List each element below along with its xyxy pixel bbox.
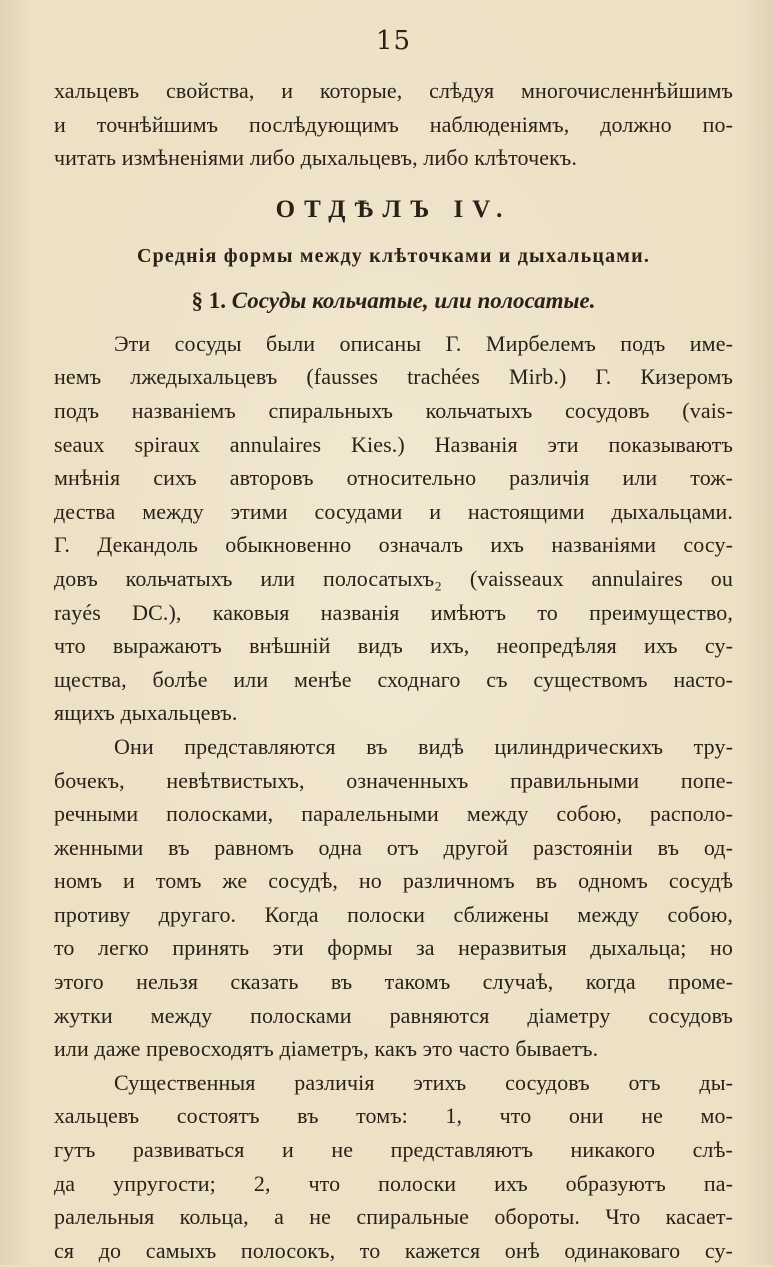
text-line: этого нельзя сказать въ такомъ случаѣ, когда проме-: [54, 969, 733, 995]
text-line: ся до самыхъ полосокъ, то кажется онѣ одинаковаго су-: [54, 1237, 733, 1263]
text-line: женными въ равномъ одна отъ другой разстояніи въ од-: [54, 834, 733, 860]
paragraph-title: Сосуды кольчатые, или полосатые.: [231, 287, 596, 313]
text-line: номъ и томъ же сосудѣ, но различномъ въ одномъ сосудѣ: [54, 868, 733, 894]
text-line: Они представляются въ видѣ цилиндрическихъ тру-: [114, 733, 733, 759]
text-line: хальцевъ свойства, и которые, слѣдуя многочисленнѣйшимъ: [54, 78, 733, 103]
text-line: довъ кольчатыхъ или полосатыхъ₂ (vaisseaux annulaires ou: [54, 565, 733, 591]
continuation-text: [54, 74, 733, 175]
text-line: немъ лжедыхальцевъ (fausses trachées Mirb.) Г. Кизеромъ: [54, 364, 733, 390]
text-line: бочекъ, невѣтвистыхъ, означенныхъ правильными попе-: [54, 767, 733, 793]
text-line: то легко принять эти формы за неразвитыя дыхальца; но: [54, 935, 733, 961]
paragraph-2: [54, 730, 733, 1066]
text-line: Г. Декандоль обыкновенно означалъ ихъ названіями сосу-: [54, 532, 733, 558]
text-line: мнѣнія сихъ авторовъ относительно различія или тож-: [54, 465, 733, 491]
text-line: щества, болѣе или менѣе сходнаго съ существомъ насто-: [54, 666, 733, 692]
text-line: дества между этими сосудами и настоящими дыхальцами.: [54, 498, 733, 524]
text-line: подъ названіемъ спиральныхъ кольчатыхъ сосудовъ (vais-: [54, 397, 733, 423]
text-line: хальцевъ состоятъ въ томъ: 1, что они не мо-: [54, 1103, 733, 1129]
text-line: ящихъ дыхальцевъ.: [54, 700, 238, 726]
text-line: гутъ развиваться и не представляютъ никакого слѣ-: [54, 1137, 733, 1163]
text-line: читать измѣненіями либо дыхальцевъ, либо клѣточекъ.: [54, 145, 577, 171]
text-line: и точнѣйшимъ послѣдующимъ наблюденіямъ, должно по-: [54, 111, 733, 137]
text-line: речными полосками, паралельными между собою, располо-: [54, 801, 733, 827]
paragraph-number: § 1.: [191, 287, 227, 313]
text-line: seaux spiraux annulaires Kies.) Названія эти показываютъ: [54, 431, 733, 457]
text-line: или даже превосходятъ діаметръ, какъ это часто бываетъ.: [54, 1036, 599, 1062]
section-subtitle: Среднія формы между клѣточками и дыхальцами.: [136, 244, 651, 267]
paragraph-1: [54, 327, 733, 730]
text-line: что выражаютъ внѣшній видъ ихъ, неопредѣляя ихъ су-: [54, 633, 733, 659]
text-line: Существенныя различія этихъ сосудовъ отъ ды-: [114, 1069, 733, 1095]
text-line: Эти сосуды были описаны Г. Мирбелемъ подъ име-: [114, 330, 733, 356]
page-number: 15: [375, 26, 412, 56]
text-line: ралельныя кольца, а не спиральные обороты. Что касает-: [54, 1204, 733, 1230]
section-title: ОТДѢЛЪ IV.: [275, 195, 512, 223]
paragraph-heading: [54, 281, 733, 321]
text-line: противу другаго. Когда полоски сближены между собою,: [54, 901, 733, 927]
text-line: да упругости; 2, что полоски ихъ образуютъ па-: [54, 1170, 733, 1196]
text-line: rayés DC.), каковыя названія имѣютъ то преимущество,: [54, 599, 733, 625]
text-line: жутки между полосками равняются діаметру сосудовъ: [54, 1002, 733, 1028]
paragraph-3: [54, 1066, 733, 1267]
